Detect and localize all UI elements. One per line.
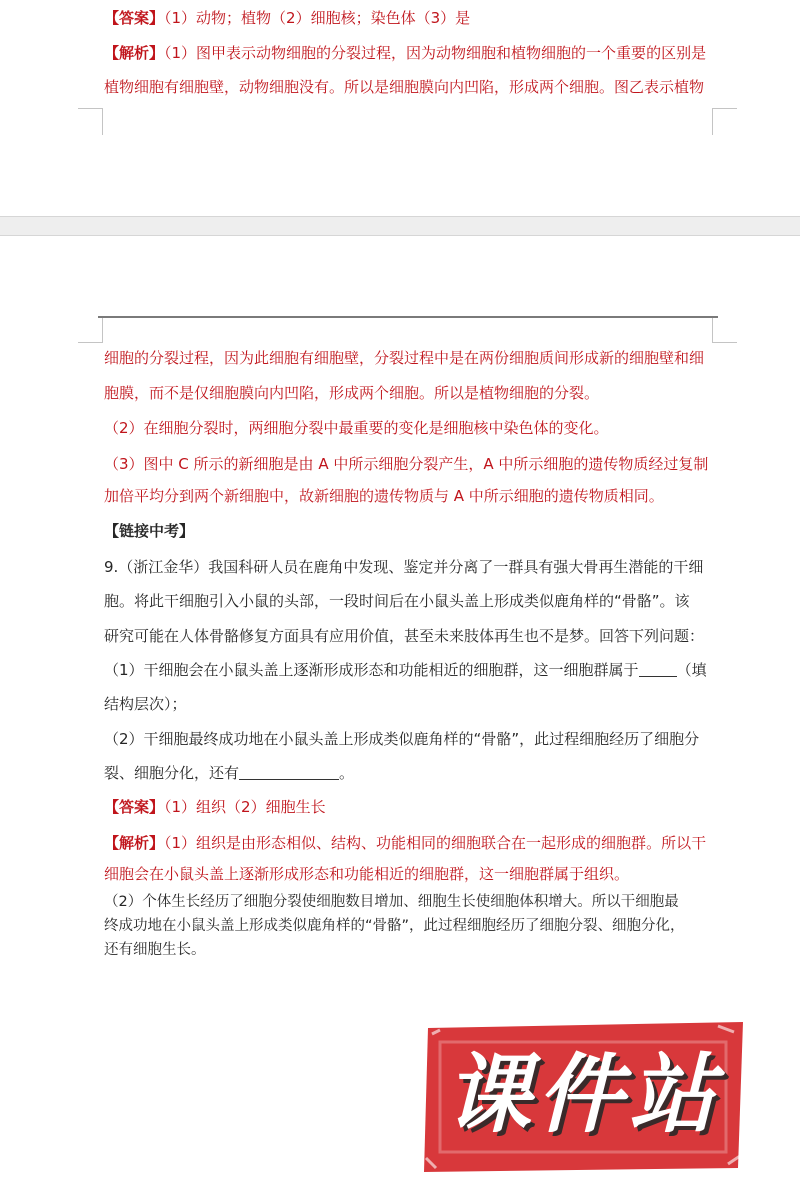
analysis-line-1 xyxy=(104,833,724,853)
question-sub1-text: （1）干细胞会在小鼠头盖上逐渐形成形态和功能相近的细胞群，这一细胞群属于 xyxy=(104,661,639,679)
answer-blank xyxy=(239,765,339,780)
question-sub2-line: （2）干细胞最终成功地在小鼠头盖上形成类似鹿角样的“骨骼”，此过程细胞经历了细胞分 xyxy=(104,730,700,748)
answer-text: （1）组织（2）细胞生长 xyxy=(164,798,326,816)
analysis-continued-line: （2）在细胞分裂时，两细胞分裂中最重要的变化是细胞核中染色体的变化。 xyxy=(104,419,609,437)
watermark-text: 课件站 xyxy=(445,1045,721,1145)
analysis-text: 植物细胞有细胞壁，动物细胞没有。所以是细胞膜向内凹陷，形成两个细胞。图乙表示植物 xyxy=(104,78,705,96)
question-sub2-text: 裂、细胞分化，还有 xyxy=(104,764,240,782)
analysis-tag: 【解析】 xyxy=(104,834,165,852)
analysis-continued-line: 胞膜，而不是仅细胞膜向内凹陷，形成两个细胞。所以是植物细胞的分裂。 xyxy=(104,384,600,402)
question-sub2-suffix: 。 xyxy=(339,764,355,782)
header-rule xyxy=(98,316,718,318)
analysis-line-2: 细胞会在小鼠头盖上逐渐形成形态和功能相近的细胞群，这一细胞群属于组织。 xyxy=(104,865,630,883)
answer-line xyxy=(104,797,724,817)
margin-corner-top-left xyxy=(78,318,103,343)
analysis2-line: 终成功地在小鼠头盖上形成类似鹿角样的“骨骼”，此过程细胞经历了细胞分裂、细胞分化， xyxy=(104,918,685,934)
answer-text: （1）动物；植物（2）细胞核；染色体（3）是 xyxy=(164,9,471,27)
analysis-tag: 【解析】 xyxy=(104,44,165,62)
answer-tag: 【答案】 xyxy=(104,9,165,27)
question-line: 胞。将此干细胞引入小鼠的头部，一段时间后在小鼠头盖上形成类似鹿角样的“骨骼”。该 xyxy=(104,592,690,610)
margin-corner-bottom-left xyxy=(78,108,103,135)
question-line: 9.（浙江金华）我国科研人员在鹿角中发现、鉴定并分离了一群具有强大骨再生潜能的干细 xyxy=(104,558,704,576)
answer-tag: 【答案】 xyxy=(104,798,165,816)
analysis2-line: 还有细胞生长。 xyxy=(104,942,206,958)
margin-corner-bottom-right xyxy=(712,108,737,135)
answer-blank xyxy=(639,662,677,677)
analysis-line-1 xyxy=(104,43,724,63)
page-gap xyxy=(0,216,800,236)
analysis-text: （1）图甲表示动物细胞的分裂过程，因为动物细胞和植物细胞的一个重要的区别是 xyxy=(164,44,707,62)
analysis2-line: （2）个体生长经历了细胞分裂使细胞数目增加、细胞生长使细胞体积增大。所以干细胞最 xyxy=(104,894,679,910)
analysis-line-2 xyxy=(104,77,724,97)
question-sub2-line-2 xyxy=(104,763,724,783)
question-sub1-line xyxy=(104,660,724,680)
question-sub1-line-2: 结构层次）； xyxy=(104,695,187,713)
analysis-continued-line: （3）图中 C 所示的新细胞是由 A 中所示细胞分裂产生，A 中所示细胞的遗传物质经过复制 xyxy=(104,455,709,473)
document-page-previous xyxy=(0,0,800,216)
margin-corner-top-right xyxy=(712,318,737,343)
section-heading: 【链接中考】 xyxy=(104,522,195,540)
answer-line xyxy=(104,8,724,28)
watermark-stamp-logo xyxy=(418,1018,748,1176)
question-line: 研究可能在人体骨骼修复方面具有应用价值，甚至未来肢体再生也不是梦。回答下列问题： xyxy=(104,627,705,645)
analysis-text: （1）组织是由形态相似、结构、功能相同的细胞联合在一起形成的细胞群。所以干 xyxy=(164,834,707,852)
analysis-continued-line: 加倍平均分到两个新细胞中，故新细胞的遗传物质与 A 中所示细胞的遗传物质相同。 xyxy=(104,487,664,505)
question-sub1-suffix: （填 xyxy=(676,661,707,679)
analysis-continued-line: 细胞的分裂过程，因为此细胞有细胞壁，分裂过程中是在两份细胞质间形成新的细胞壁和细 xyxy=(104,349,705,367)
